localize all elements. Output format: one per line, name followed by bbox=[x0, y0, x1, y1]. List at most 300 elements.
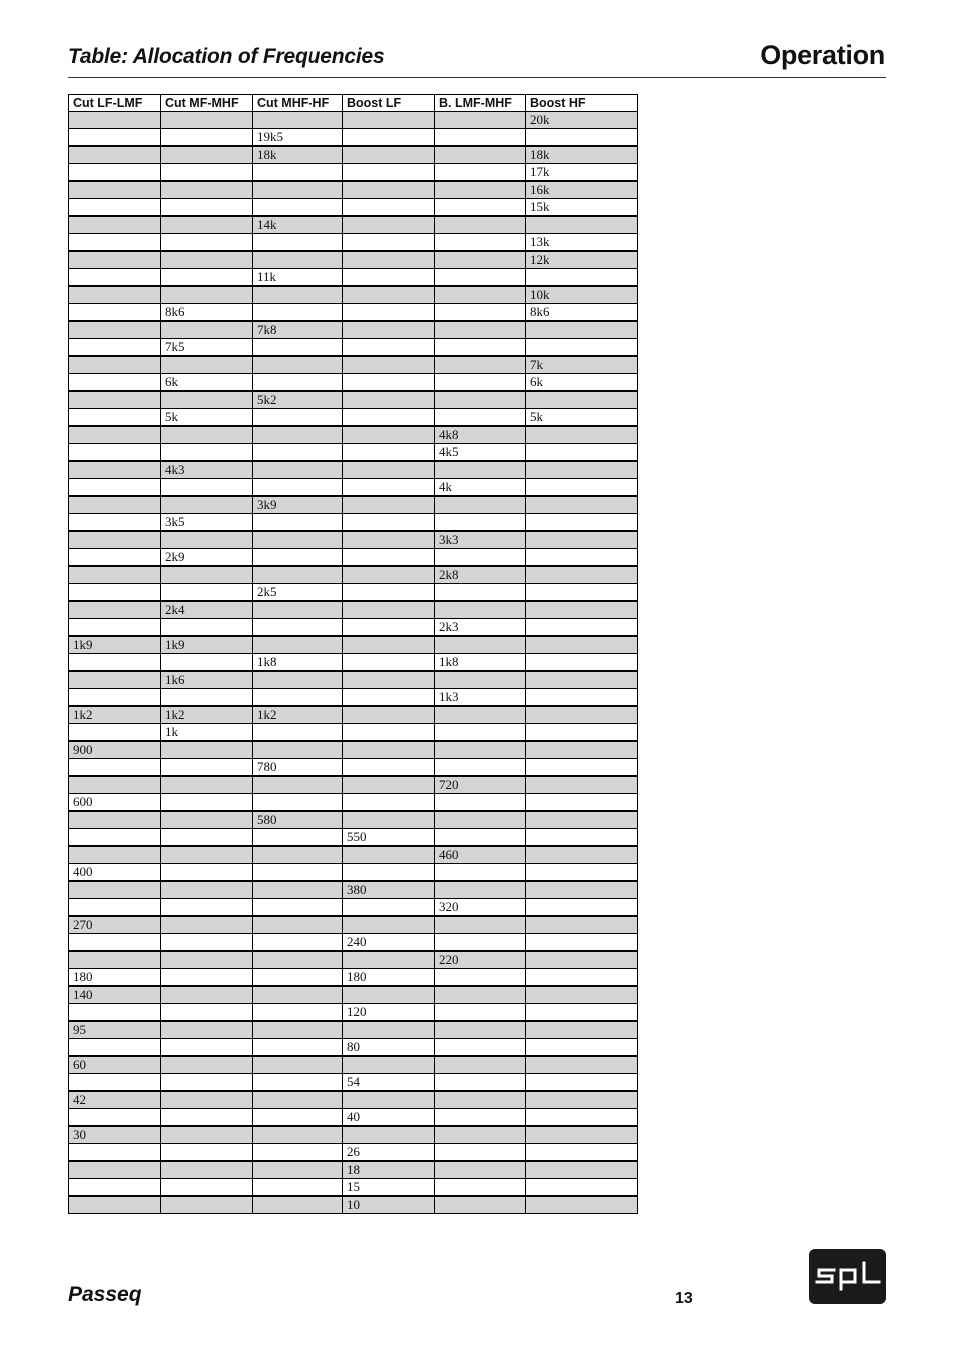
table-cell bbox=[343, 339, 435, 357]
table-cell bbox=[253, 234, 343, 252]
table-cell bbox=[343, 531, 435, 549]
table-cell bbox=[526, 339, 638, 357]
table-cell: 220 bbox=[435, 951, 526, 969]
table-cell bbox=[69, 479, 161, 497]
table-cell: 6k bbox=[161, 374, 253, 392]
table-cell bbox=[435, 864, 526, 882]
table-cell bbox=[253, 286, 343, 304]
table-cell bbox=[435, 969, 526, 987]
table-body bbox=[69, 112, 638, 1214]
table-cell: 42 bbox=[69, 1091, 161, 1109]
table-cell bbox=[161, 1021, 253, 1039]
table-row bbox=[69, 426, 638, 444]
table-cell bbox=[526, 619, 638, 637]
table-cell bbox=[343, 636, 435, 654]
table-cell bbox=[161, 1004, 253, 1022]
table-cell: 2k4 bbox=[161, 601, 253, 619]
table-cell bbox=[343, 654, 435, 672]
table-cell bbox=[161, 181, 253, 199]
table-row bbox=[69, 234, 638, 252]
table-cell bbox=[343, 619, 435, 637]
table-cell: 1k8 bbox=[253, 654, 343, 672]
table-row bbox=[69, 339, 638, 357]
table-cell bbox=[69, 339, 161, 357]
table-cell: 8k6 bbox=[526, 304, 638, 322]
table-cell bbox=[253, 1109, 343, 1127]
table-cell bbox=[343, 479, 435, 497]
table-row bbox=[69, 566, 638, 584]
table-cell bbox=[343, 286, 435, 304]
table-cell bbox=[343, 1056, 435, 1074]
table-cell bbox=[435, 671, 526, 689]
table-cell bbox=[343, 356, 435, 374]
table-cell bbox=[435, 391, 526, 409]
table-cell bbox=[435, 269, 526, 287]
table-cell bbox=[253, 776, 343, 794]
table-cell: 10 bbox=[343, 1196, 435, 1214]
table-row bbox=[69, 1004, 638, 1022]
table-cell bbox=[526, 1196, 638, 1214]
table-cell bbox=[161, 951, 253, 969]
table-cell bbox=[343, 811, 435, 829]
table-cell bbox=[253, 1056, 343, 1074]
table-cell: 8k6 bbox=[161, 304, 253, 322]
table-cell bbox=[253, 356, 343, 374]
table-cell bbox=[161, 426, 253, 444]
table-cell: 18k bbox=[253, 146, 343, 164]
table-cell bbox=[435, 1179, 526, 1197]
table-cell bbox=[343, 689, 435, 707]
table-cell bbox=[253, 1196, 343, 1214]
table-row bbox=[69, 1074, 638, 1092]
table-cell bbox=[526, 846, 638, 864]
table-cell bbox=[343, 181, 435, 199]
table-cell: 60 bbox=[69, 1056, 161, 1074]
table-cell bbox=[343, 1126, 435, 1144]
table-cell bbox=[161, 794, 253, 812]
table-cell bbox=[161, 619, 253, 637]
table-cell: 580 bbox=[253, 811, 343, 829]
table-cell: 180 bbox=[69, 969, 161, 987]
table-row bbox=[69, 391, 638, 409]
table-cell bbox=[526, 566, 638, 584]
table-cell bbox=[435, 146, 526, 164]
table-cell bbox=[343, 461, 435, 479]
table-row bbox=[69, 356, 638, 374]
table-cell bbox=[526, 741, 638, 759]
product-name: Passeq bbox=[68, 1283, 142, 1306]
table-cell: 10k bbox=[526, 286, 638, 304]
column-header: Boost HF bbox=[526, 95, 638, 112]
table-cell bbox=[69, 601, 161, 619]
table-cell bbox=[343, 951, 435, 969]
table-row bbox=[69, 916, 638, 934]
table-cell bbox=[435, 461, 526, 479]
table-cell bbox=[161, 164, 253, 182]
table-cell bbox=[435, 514, 526, 532]
table-row bbox=[69, 671, 638, 689]
table-cell bbox=[161, 356, 253, 374]
table-cell bbox=[161, 934, 253, 952]
table-cell bbox=[253, 1091, 343, 1109]
table-cell bbox=[435, 881, 526, 899]
table-cell bbox=[253, 1021, 343, 1039]
table-cell bbox=[253, 164, 343, 182]
table-cell bbox=[526, 1039, 638, 1057]
table-cell: 400 bbox=[69, 864, 161, 882]
table-cell bbox=[435, 112, 526, 129]
table-cell bbox=[343, 444, 435, 462]
table-row bbox=[69, 321, 638, 339]
table-cell bbox=[526, 969, 638, 987]
table-cell bbox=[526, 794, 638, 812]
table-cell bbox=[343, 724, 435, 742]
table-cell bbox=[526, 759, 638, 777]
table-cell bbox=[343, 321, 435, 339]
table-cell: 16k bbox=[526, 181, 638, 199]
table-cell: 4k5 bbox=[435, 444, 526, 462]
table-cell bbox=[69, 269, 161, 287]
table-cell bbox=[435, 251, 526, 269]
table-cell bbox=[435, 636, 526, 654]
table-cell bbox=[161, 899, 253, 917]
table-row bbox=[69, 741, 638, 759]
table-row bbox=[69, 1126, 638, 1144]
table-cell bbox=[69, 829, 161, 847]
table-cell bbox=[161, 1126, 253, 1144]
table-cell bbox=[435, 1144, 526, 1162]
table-cell: 80 bbox=[343, 1039, 435, 1057]
table-cell bbox=[435, 1039, 526, 1057]
table-cell bbox=[69, 881, 161, 899]
table-cell bbox=[161, 759, 253, 777]
table-row bbox=[69, 584, 638, 602]
table-cell bbox=[435, 706, 526, 724]
table-row bbox=[69, 899, 638, 917]
table-cell bbox=[69, 934, 161, 952]
table-cell: 20k bbox=[526, 112, 638, 129]
table-cell bbox=[161, 269, 253, 287]
table-cell: 1k bbox=[161, 724, 253, 742]
table-cell bbox=[526, 1161, 638, 1179]
table-cell bbox=[526, 514, 638, 532]
column-header: Cut LF-LMF bbox=[69, 95, 161, 112]
table-row bbox=[69, 1144, 638, 1162]
table-row bbox=[69, 776, 638, 794]
table-cell bbox=[526, 1109, 638, 1127]
table-cell bbox=[526, 496, 638, 514]
table-cell: 900 bbox=[69, 741, 161, 759]
table-cell bbox=[69, 549, 161, 567]
table-cell bbox=[69, 1179, 161, 1197]
table-cell bbox=[253, 916, 343, 934]
table-cell: 1k8 bbox=[435, 654, 526, 672]
table-cell bbox=[526, 269, 638, 287]
table-cell bbox=[161, 1161, 253, 1179]
table-cell: 380 bbox=[343, 881, 435, 899]
table-cell bbox=[435, 1109, 526, 1127]
table-cell bbox=[161, 216, 253, 234]
table-cell bbox=[253, 1074, 343, 1092]
table-cell bbox=[69, 129, 161, 147]
table-cell bbox=[161, 286, 253, 304]
table-cell bbox=[253, 181, 343, 199]
table-row bbox=[69, 444, 638, 462]
table-cell bbox=[343, 391, 435, 409]
table-cell bbox=[253, 636, 343, 654]
table-cell: 95 bbox=[69, 1021, 161, 1039]
table-cell bbox=[435, 829, 526, 847]
table-cell bbox=[161, 566, 253, 584]
table-cell: 1k2 bbox=[161, 706, 253, 724]
table-cell bbox=[343, 601, 435, 619]
table-cell: 720 bbox=[435, 776, 526, 794]
table-cell bbox=[526, 1004, 638, 1022]
table-cell bbox=[343, 566, 435, 584]
table-cell bbox=[435, 601, 526, 619]
table-cell bbox=[69, 619, 161, 637]
table-cell bbox=[526, 1056, 638, 1074]
table-cell bbox=[253, 619, 343, 637]
table-cell: 180 bbox=[343, 969, 435, 987]
table-cell bbox=[343, 1021, 435, 1039]
table-cell bbox=[526, 934, 638, 952]
header-divider bbox=[68, 77, 886, 78]
table-row bbox=[69, 986, 638, 1004]
table-cell bbox=[526, 549, 638, 567]
table-row bbox=[69, 531, 638, 549]
table-cell bbox=[253, 112, 343, 129]
table-cell bbox=[435, 1091, 526, 1109]
table-cell bbox=[69, 199, 161, 217]
table-cell bbox=[526, 671, 638, 689]
table-cell bbox=[435, 1021, 526, 1039]
table-cell bbox=[69, 234, 161, 252]
table-cell bbox=[161, 846, 253, 864]
table-cell bbox=[69, 514, 161, 532]
table-cell bbox=[343, 112, 435, 129]
table-cell bbox=[161, 251, 253, 269]
table-cell bbox=[69, 689, 161, 707]
table-cell bbox=[343, 234, 435, 252]
table-cell: 600 bbox=[69, 794, 161, 812]
table-cell bbox=[69, 496, 161, 514]
table-cell bbox=[69, 654, 161, 672]
table-cell bbox=[69, 584, 161, 602]
table-cell bbox=[526, 1144, 638, 1162]
table-cell: 40 bbox=[343, 1109, 435, 1127]
table-cell bbox=[69, 1074, 161, 1092]
table-cell bbox=[435, 1074, 526, 1092]
table-cell: 30 bbox=[69, 1126, 161, 1144]
table-cell: 11k bbox=[253, 269, 343, 287]
table-cell: 15k bbox=[526, 199, 638, 217]
table-cell bbox=[343, 776, 435, 794]
table-cell bbox=[526, 689, 638, 707]
column-header: Cut MF-MHF bbox=[161, 95, 253, 112]
table-cell bbox=[526, 881, 638, 899]
table-cell: 1k3 bbox=[435, 689, 526, 707]
table-row bbox=[69, 286, 638, 304]
table-cell bbox=[253, 1126, 343, 1144]
table-cell bbox=[526, 986, 638, 1004]
table-cell bbox=[161, 864, 253, 882]
table-cell bbox=[526, 321, 638, 339]
table-cell: 1k2 bbox=[69, 706, 161, 724]
table-cell bbox=[435, 339, 526, 357]
section-title: Operation bbox=[760, 40, 885, 70]
table-row bbox=[69, 794, 638, 812]
table-cell bbox=[69, 724, 161, 742]
table-cell bbox=[253, 199, 343, 217]
table-cell bbox=[343, 496, 435, 514]
table-cell: 54 bbox=[343, 1074, 435, 1092]
table-cell bbox=[343, 549, 435, 567]
table-cell bbox=[69, 216, 161, 234]
table-cell bbox=[435, 794, 526, 812]
table-cell bbox=[343, 304, 435, 322]
table-cell bbox=[253, 864, 343, 882]
table-row bbox=[69, 1161, 638, 1179]
table-row bbox=[69, 601, 638, 619]
table-cell bbox=[526, 1021, 638, 1039]
table-cell bbox=[343, 374, 435, 392]
table-row bbox=[69, 689, 638, 707]
column-header: B. LMF-MHF bbox=[435, 95, 526, 112]
table-cell bbox=[69, 391, 161, 409]
table-cell bbox=[435, 759, 526, 777]
table-cell bbox=[253, 479, 343, 497]
table-cell bbox=[161, 146, 253, 164]
table-cell bbox=[253, 461, 343, 479]
column-header: Cut MHF-HF bbox=[253, 95, 343, 112]
table-cell bbox=[526, 829, 638, 847]
table-cell bbox=[69, 1161, 161, 1179]
table-row bbox=[69, 1109, 638, 1127]
table-cell: 5k bbox=[161, 409, 253, 427]
table-cell bbox=[526, 724, 638, 742]
table-cell bbox=[343, 916, 435, 934]
table-cell bbox=[526, 1074, 638, 1092]
table-row bbox=[69, 724, 638, 742]
table-cell: 7k bbox=[526, 356, 638, 374]
table-cell bbox=[435, 374, 526, 392]
table-cell: 7k8 bbox=[253, 321, 343, 339]
table-cell bbox=[343, 706, 435, 724]
table-cell bbox=[435, 286, 526, 304]
table-cell: 2k3 bbox=[435, 619, 526, 637]
table-cell bbox=[161, 1196, 253, 1214]
table-cell bbox=[526, 426, 638, 444]
table-cell bbox=[161, 689, 253, 707]
table-cell bbox=[343, 899, 435, 917]
table-cell bbox=[161, 479, 253, 497]
table-cell bbox=[69, 846, 161, 864]
table-cell bbox=[435, 934, 526, 952]
table-cell: 780 bbox=[253, 759, 343, 777]
table-row bbox=[69, 199, 638, 217]
table-cell bbox=[253, 951, 343, 969]
table-cell bbox=[526, 479, 638, 497]
table-cell: 18 bbox=[343, 1161, 435, 1179]
table-cell bbox=[435, 986, 526, 1004]
table-cell bbox=[253, 1144, 343, 1162]
table-cell bbox=[435, 1161, 526, 1179]
table-cell bbox=[435, 304, 526, 322]
table-cell bbox=[343, 1091, 435, 1109]
table-cell bbox=[69, 146, 161, 164]
table-row bbox=[69, 706, 638, 724]
table-cell bbox=[161, 234, 253, 252]
table-cell bbox=[253, 339, 343, 357]
table-cell bbox=[435, 181, 526, 199]
table-cell bbox=[526, 391, 638, 409]
table-cell bbox=[526, 811, 638, 829]
table-row bbox=[69, 304, 638, 322]
table-cell: 14k bbox=[253, 216, 343, 234]
table-cell: 1k9 bbox=[161, 636, 253, 654]
table-cell bbox=[435, 549, 526, 567]
table-row bbox=[69, 1196, 638, 1214]
table-cell bbox=[253, 444, 343, 462]
table-cell bbox=[161, 496, 253, 514]
table-cell bbox=[435, 129, 526, 147]
table-cell bbox=[343, 759, 435, 777]
table-cell bbox=[435, 1196, 526, 1214]
table-row bbox=[69, 514, 638, 532]
table-cell bbox=[69, 374, 161, 392]
table-cell bbox=[69, 112, 161, 129]
table-cell bbox=[526, 1126, 638, 1144]
table-cell bbox=[253, 794, 343, 812]
table-cell bbox=[526, 706, 638, 724]
table-row bbox=[69, 654, 638, 672]
table-cell bbox=[343, 146, 435, 164]
table-cell: 1k9 bbox=[69, 636, 161, 654]
table-row bbox=[69, 549, 638, 567]
table-cell bbox=[526, 864, 638, 882]
table-cell bbox=[435, 216, 526, 234]
table-row bbox=[69, 636, 638, 654]
table-cell: 2k5 bbox=[253, 584, 343, 602]
table-cell bbox=[161, 199, 253, 217]
table-cell: 4k3 bbox=[161, 461, 253, 479]
table-cell bbox=[161, 1056, 253, 1074]
table-cell bbox=[526, 444, 638, 462]
table-cell bbox=[526, 1179, 638, 1197]
table-row bbox=[69, 181, 638, 199]
table-cell bbox=[253, 671, 343, 689]
table-cell: 1k6 bbox=[161, 671, 253, 689]
table-cell: 15 bbox=[343, 1179, 435, 1197]
table-cell bbox=[69, 1196, 161, 1214]
table-row bbox=[69, 496, 638, 514]
table-cell bbox=[69, 566, 161, 584]
table-cell: 550 bbox=[343, 829, 435, 847]
table-cell bbox=[526, 951, 638, 969]
table-cell bbox=[69, 444, 161, 462]
table-cell bbox=[69, 531, 161, 549]
table-cell bbox=[253, 549, 343, 567]
table-cell bbox=[435, 234, 526, 252]
table-cell: 120 bbox=[343, 1004, 435, 1022]
table-row bbox=[69, 1179, 638, 1197]
table-cell: 240 bbox=[343, 934, 435, 952]
table-cell bbox=[253, 899, 343, 917]
table-cell: 18k bbox=[526, 146, 638, 164]
table-cell bbox=[435, 356, 526, 374]
table-cell bbox=[435, 584, 526, 602]
